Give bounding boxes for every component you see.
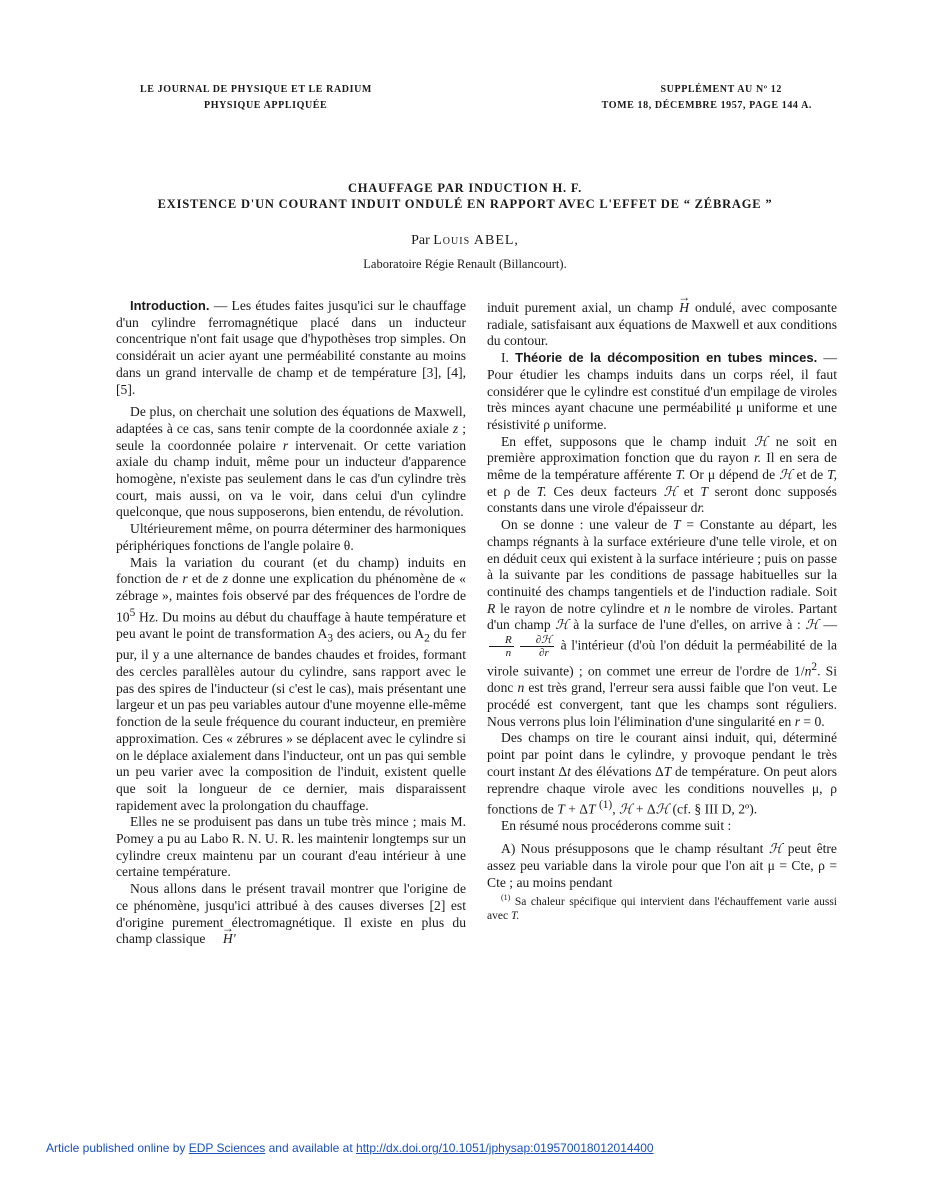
issue-info: TOME 18, DÉCEMBRE 1957, PAGE 144 A. — [601, 100, 812, 111]
minus-sign: — — [823, 617, 837, 633]
p4-text-b: et de — [191, 571, 219, 587]
p4-text-f: du fer pur, il y a une alternance de bandes chaudes et froides, formant des cercles parallèles autour du cylindre, sans rapport avec le pas des spires de l'inducteur (si c'est le cas), mais présentant une largeur et un pas peu variables autour d'une moyenne elle-même fonction de la seule fréquence du courant inducteur, en première approximation. Ces « zébrures » se déplacent avec le cylindre si on le déplace axialement dans l'inducteur, ont un pas qui semble un peu varier avec la composition de l'induit, existent quelle que soit la longueur de ce dernier, mais disparaissent rapidement avec la prolongation du chauffage. — [116, 625, 466, 813]
r2-text-a: En effet, supposons que le champ induit — [501, 433, 747, 449]
var-t: T, — [827, 467, 838, 483]
p2-text-b: ; seule la coordonnée polaire — [116, 420, 466, 453]
intro-heading: Introduction. — [130, 298, 210, 313]
r4-text-b: des élévations Δ — [574, 763, 664, 779]
symbol-h: ℋ — [754, 433, 768, 449]
fraction-numerator: R — [489, 634, 514, 647]
section-heading — [487, 350, 837, 434]
r2-text-c: Il en sera de même de la température afférente — [487, 450, 838, 483]
p4-text-c: donne une explication du phénomène de « zébrage », maintes fois observé par des fréquences de l'ordre de 10 — [116, 571, 466, 625]
section-text: — Pour étudier les champs induits dans un corps réel, il faut considérer que le cylindre est constitué d'un empilage de viroles très minces ayant chacune une perméabilité μ uniforme et une résistivité ρ uniforme. — [487, 350, 837, 432]
symbol-h: ℋ — [655, 801, 670, 817]
var-t-lower: t — [567, 763, 571, 779]
left-column — [116, 298, 466, 948]
var-z: z — [452, 420, 459, 436]
symbol-h: ℋ — [555, 617, 569, 633]
paragraph-r6 — [487, 841, 837, 891]
paragraph-6 — [116, 881, 466, 948]
paragraph-r2 — [487, 434, 837, 518]
var-t: T — [557, 801, 565, 817]
r3-text-a: On se donne : une valeur de — [501, 517, 668, 533]
author-name: Louis ABEL, — [433, 233, 519, 248]
r2-text-i: seront donc supposés constants dans une virole d'épaisseur d — [487, 483, 837, 516]
var-t: T — [588, 801, 596, 817]
vector-h-prime: → H' — [209, 931, 236, 948]
publication-footer — [46, 1141, 654, 1155]
fraction-denominator: n — [505, 647, 512, 660]
footnote — [487, 891, 837, 923]
symbol-h: ℋ — [663, 483, 677, 499]
p2-text-a: De plus, on cherchait une solution des équations de Maxwell, adaptées à ce cas, sans tenir compte de la coordonnée axiale — [116, 404, 466, 436]
r2-text-f: et ρ de — [487, 483, 530, 499]
r2-text-b: ne soit en première approximation fonction que du rayon — [487, 433, 837, 466]
var-t: T. — [536, 483, 547, 499]
paragraph-2 — [116, 404, 466, 521]
r3-text-f: à l'intérieur (d'où l'on déduit la perméabilité de la virole suivante) ; on commet une erreur de l'ordre de 1/ — [487, 637, 838, 679]
r3-text-g: . Si donc — [487, 663, 837, 696]
p4-text-d: Hz. Du moins au début du chauffage à haute température et peu avant le point de transformation A — [116, 609, 466, 641]
subscript: 2 — [424, 632, 430, 645]
vector-h: → H — [679, 300, 689, 317]
r3-text-c: le rayon de notre cylindre et — [499, 600, 660, 616]
doi-link[interactable]: http://dx.doi.org/10.1051/jphysap:019570018012014400 — [356, 1141, 654, 1155]
r6-text-b: peut être assez peu variable dans la virole pour que l'on ait μ = Cte, ρ = Cte ; au moins pendant — [487, 841, 837, 890]
r4-text-c: de température. On peut alors reprendre chaque virole avec les conditions nouvelles μ, ρ fonctions de — [487, 763, 837, 817]
fraction-denominator: ∂r — [539, 647, 549, 660]
var-n: n — [663, 600, 671, 616]
var-r: r — [182, 571, 188, 587]
fraction-r-over-n — [489, 634, 514, 659]
edp-sciences-link[interactable]: EDP Sciences — [188, 1141, 266, 1155]
r3-text-h: est très grand, l'erreur sera aussi faible que l'on veut. Le procédé est convergent, tant que les champs sont réguliers. Nous verrons plus loin l'élimination d'une singularité en — [487, 680, 838, 729]
intro-text: — Les études faites jusqu'ici sur le chauffage d'un cylindre ferromagnétique placé dans un inducteur concentrique n'ont fait usage que d'hypothèses trop simples. On considérait un acier ayant une perméabilité constante au moins dans un grand intervalle de champ et de température [3], [4], [5]. — [116, 298, 466, 397]
p2-text-c: intervenait. Or cette variation axiale du champ induit, même pour un inducteur d'apparence homogène, n'existe pas seulement dans le cas d'un cylindre très court, mais aussi, on va le voir, dans celui d'un cylindre quelconque, que nous supposerons, bien entendu, de révolution. — [116, 437, 466, 520]
footnote-ref: (1) — [598, 799, 613, 812]
var-n: n — [517, 680, 525, 696]
fraction-numerator: ∂ℋ — [520, 634, 554, 647]
r4-text-f: + Δ — [635, 801, 656, 817]
p0-text-b: ondulé, avec composante radiale, satisfaisant aux équations de Maxwell et aux conditions du contour. — [487, 300, 837, 349]
var-r: r. — [754, 450, 762, 466]
p0-text-a: induit purement axial, un champ — [487, 300, 674, 315]
r3-text-b: = Constante au départ, les champs régnants à la surface extérieure d'une telle virole, et on en déduit ceux qui existent à la surface intérieure ; puis on passe à la suivante par les conditions de passage habituelles sur la continuité des champs tangentiels et de l'induction radiale. Soit — [487, 517, 837, 599]
var-r-upper: R — [487, 600, 496, 616]
intro-paragraph — [116, 298, 466, 398]
subscript: 3 — [327, 632, 334, 645]
r4-text-a: Des champs on tire le courant ainsi induit, qui, déterminé point par point dans le cylindre, y provoque pendant le très court instant Δ — [487, 730, 837, 779]
r2-text-e: et de — [796, 467, 824, 483]
section-number: I. — [501, 350, 509, 366]
title-line-2: EXISTENCE D'UN COURANT INDUIT ONDULÉ EN RAPPORT AVEC L'EFFET DE “ ZÉBRAGE ” — [157, 197, 773, 211]
r2-text-h: et — [683, 483, 694, 499]
r4-text-e: , — [612, 801, 616, 817]
journal-header — [140, 82, 372, 114]
title-line-1: CHAUFFAGE PAR INDUCTION H. F. — [347, 181, 583, 195]
article-title — [60, 180, 870, 212]
symbol-h: ℋ — [768, 841, 783, 857]
continuation-paragraph — [487, 300, 837, 350]
var-t: T — [673, 517, 681, 533]
var-t: T. — [510, 910, 520, 923]
r3-text-i: = 0. — [803, 713, 825, 729]
footnote-mark: (1) — [501, 893, 511, 903]
footer-middle: and available at — [268, 1141, 353, 1155]
affiliation: Laboratoire Régie Renault (Billancourt). — [363, 257, 567, 271]
var-n: n — [804, 663, 812, 679]
r6-text-a: A) Nous présupposons que le champ résultant — [501, 841, 764, 857]
exponent: 5 — [129, 606, 136, 619]
r2-text-g: Ces deux facteurs — [553, 483, 657, 499]
p4-text-a: Mais la variation du courant (et du champ) induits en fonction de — [116, 554, 466, 587]
paragraph-r5: En résumé nous procéderons comme suit : — [501, 818, 732, 834]
paragraph-r3 — [487, 517, 837, 730]
r4-text-g: (cf. § III D, 2º). — [672, 801, 758, 817]
exponent: 2 — [811, 661, 818, 674]
fraction-partial-derivative — [520, 634, 554, 659]
supplement-label: SUPPLÉMENT AU Nº 12 — [660, 84, 782, 95]
var-r: r — [794, 713, 800, 729]
p4-text-e: des aciers, ou A — [336, 625, 425, 641]
author-line — [60, 232, 870, 250]
symbol-h: ℋ — [779, 467, 793, 483]
p6-text-a: Nous allons dans le présent travail montrer que l'origine de ce phénomène, jusqu'ici attribué à des causes diverses [2] est d'origine purement électromagnétique. Il existe en plus du champ classique — [116, 881, 466, 947]
r3-text-d: le nombre de viroles. Partant d'un champ — [487, 600, 837, 633]
var-z: z — [222, 571, 228, 587]
symbol-h: ℋ — [619, 801, 633, 817]
footer-prefix: Article published online by — [46, 1141, 186, 1155]
symbol-h: ℋ — [805, 617, 819, 633]
var-t: T — [663, 763, 672, 779]
var-t: T — [700, 483, 708, 499]
paragraph-5: Elles ne se produisent pas dans un tube très mince ; mais M. Pomey a pu au Labo R. N. U. R. les maintenir longtemps sur un cylindre creux maintenu par un courant d'eau intérieur à une certaine température. — [116, 814, 466, 880]
var-t: T. — [675, 467, 686, 483]
paragraph-4 — [116, 555, 466, 815]
issue-header — [602, 82, 812, 114]
r4-text-d: + Δ — [568, 801, 589, 817]
journal-name: LE JOURNAL DE PHYSIQUE ET LE RADIUM — [140, 84, 372, 95]
r2-text-d: Or μ dépend de — [689, 467, 776, 483]
author-prefix: Par — [411, 233, 430, 248]
section-title: Théorie de la décomposition en tubes minces. — [515, 350, 818, 366]
right-column — [487, 300, 837, 923]
paragraph-3: Ultérieurement même, on pourra déterminer des harmoniques périphériques fonctions de l'angle polaire θ. — [116, 521, 466, 553]
r3-text-e: à la surface de l'une d'elles, on arrive à : — [573, 617, 801, 633]
paragraph-r4 — [487, 730, 837, 818]
journal-section: PHYSIQUE APPLIQUÉE — [204, 100, 328, 111]
footnote-text: Sa chaleur spécifique qui intervient dans l'échauffement varie aussi avec — [487, 896, 837, 923]
var-r: r. — [697, 500, 705, 516]
var-r: r — [282, 437, 289, 453]
